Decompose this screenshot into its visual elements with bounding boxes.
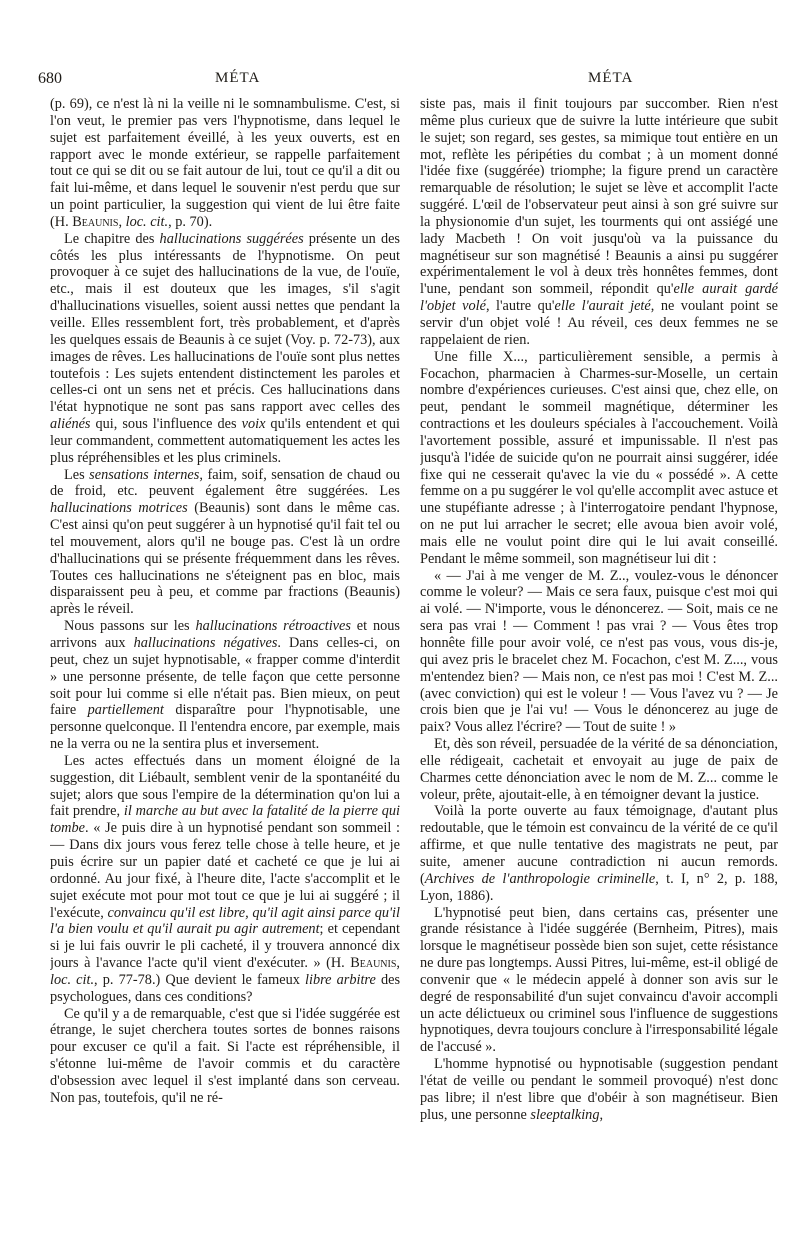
paragraph: Le chapitre des hallucinations suggérées présente un des côtés les plus intéressants de l'hypnotisme. On peut provoquer à ce sujet des hallucinations de la vue, de l'ouïe, etc., mais il est douteux que les images, s'il s'agit d'hallucinations visuelles, soient aussi nettes que pendant la veille. Elles ressemblent fort, très probablement, et d'après les quelques essais de Beaunis à ce sujet (Voy. p. 72-73), aux images de rêves. Les hallucinations de l'ouïe sont plus nettes toutefois : Les sujets entendent distinctement les paroles et celles-ci ont un sens net et précis. Ces hallucinations dans l'état hypnotique ne sont pas sans rapport avec celles des aliénés qui, sous l'influence des voix qu'ils entendent et qui leur commandent, commettent automatiquement les actes les plus répréhensibles et les plus criminels. <box>50 230 400 466</box>
paragraph: Les sensations internes, faim, soif, sensation de chaud ou de froid, etc. peuvent également être suggérées. Les hallucinations motrices (Beaunis) sont dans le même cas. C'est ainsi qu'on peut suggérer à un hypnotisé qu'il fait tel ou tel mouvement, alors qu'il ne bouge pas. C'est là un ordre d'hallucinations qui se présente fréquemment dans les rêves. Toutes ces hallucinations ne s'éteignent pas en bloc, mais disparaissent peu à peu, et comme par fractions (Beaunis) après le réveil. <box>50 466 400 618</box>
paragraph: Voilà la porte ouverte au faux témoignage, d'autant plus redoutable, que le témoin est convaincu de la vérité de ce qu'il affirme, et que nulle tentative des magistrats ne peut, par suite, amener aucune contradiction ni aucun remords. (Archives de l'anthropologie criminelle, t. I, n° 2, p. 188, Lyon, 1886). <box>420 803 778 904</box>
right-column <box>420 96 778 1226</box>
running-head-left: MÉTA <box>215 70 261 86</box>
paragraph: Et, dès son réveil, persuadée de la vérité de sa dénonciation, elle rédigeait, cachetait et envoyait au juge de paix de Charmes cette dénonciation avec le nom de M. Z... comme le voleur, prête, ajoutait-elle, à en témoigner devant la justice. <box>420 736 778 803</box>
paragraph: siste pas, mais il finit toujours par succomber. Rien n'est même plus curieux que de suivre la lutte intérieure que subit le sujet; son regard, ses gestes, sa mimique tout entière en un mot, reflète les péripéties du combat ; à un moment donné l'idée fixe (suggérée) triomphe; la figure prend un caractère remarquable de résolution; le sujet se lève et accomplit l'acte suggéré. L'œil de l'observateur peut ainsi à son gré suivre sur la physionomie d'un sujet, les tourments qui ont assiégé une lady Macbeth ! On voit jusqu'où va la puissance du magnétiseur sur son magnétisé ! Beaunis a ainsi pu suggérer expérimentalement le vol à deux très honnêtes femmes, dont l'une, pendant son sommeil, répondit qu'elle aurait gardé l'objet volé, l'autre qu'elle l'aurait jeté, ne voulant point se servir d'un objet volé ! Au réveil, ces deux femmes ne se rappelaient de rien. <box>420 96 778 348</box>
paragraph: Nous passons sur les hallucinations rétroactives et nous arrivons aux hallucinations négatives. Dans celles-ci, on peut, chez un sujet hypnotisable, « frapper comme d'interdit » une personne présente, de telle façon que cette personne soit pour lui comme si elle n'était pas. Bien mieux, on peut faire partiellement disparaître pour l'hypnotisable, une personne quelconque. Il l'entendra encore, par exemple, mais ne la verra ou ne la sentira plus et inversement. <box>50 618 400 753</box>
paragraph: Ce qu'il y a de remarquable, c'est que si l'idée suggérée est étrange, le sujet cherchera toutes sortes de bonnes raisons pour excuser ce qu'il a fait. Si l'acte est répréhensible, il s'étonne lui-même de l'avoir commis et du caractère d'obsession avec lequel il s'est implanté dans son cerveau. Non pas, toutefois, qu'il ne ré- <box>50 1005 400 1106</box>
page-number: 680 <box>38 70 62 87</box>
running-head-right: MÉTA <box>588 70 634 86</box>
paragraph: L'homme hypnotisé ou hypnotisable (suggestion pendant l'état de veille ou pendant le sommeil provoqué) n'est donc pas libre; il n'est libre que d'obéir à son magnétiseur. Bien plus, une personne sleeptalking, <box>420 1056 778 1123</box>
paragraph: (p. 69), ce n'est là ni la veille ni le somnambulisme. C'est, si l'on veut, le premier pas vers l'hypnotisme, dans lequel le sujet est parfaitement éveillé, à les yeux ouverts, est en rapport avec le monde extérieur, se rappelle parfaitement tout ce qui se dit ou se fait autour de lui, tout ce qu'il a dit ou fait lui-même, et dans lequel le souvenir n'est perdu que sur un point particulier, la suggestion qui vient de lui être faite (H. Beaunis, loc. cit., p. 70). <box>50 96 400 230</box>
paragraph: « — J'ai à me venger de M. Z.., voulez-vous le dénoncer comme le voleur? — Mais ce sera faux, puisque c'est moi qui ai volé. — N'importe, vous le dénoncerez. — Soit, mais ce ne sera pas vrai ! — Comment ! pas vrai ? — Vous êtes trop honnête fille pour avoir volé, ce n'est pas vous, vous dis-je, qui avez pris le bracelet chez M. Focachon, c'est M. Z..., vous m'entendez bien? — Mais non, ce n'est pas moi ! C'est M. Z... (avec conviction) qui est le voleur ! — Vous l'avez vu ? — Je crois bien que je l'ai vu! — Vous le dénoncerez au juge de paix? Vous allez l'écrire? — Tout de suite ! » <box>420 567 778 736</box>
paragraph: Les actes effectués dans un moment éloigné de la suggestion, dit Liébault, semblent venir de la spontanéité du sujet; alors que sous l'empire de la détermination qu'on lui a fait prendre, il marche au but avec la fatalité de la pierre qui tombe. « Je puis dire à un hypnotisé pendant son sommeil : — Dans dix jours vous ferez telle chose à telle heure, et je puis écrire sur un papier daté et cacheté ce que je lui ai ordonné. Au jour fixé, à l'heure dite, l'acte s'accomplit et le sujet exécute mot pour mot tout ce que je lui ai suggéré ; il l'exécute, convaincu qu'il est libre, qu'il agit ainsi parce qu'il l'a bien voulu et qu'il aurait pu agir autrement; et cependant si je lui fais ouvrir le pli cacheté, il y trouvera annoncé dix jours à l'avance l'acte qu'il vient d'exécuter. » (H. Beaunis, loc. cit., p. 77-78.) Que devient le fameux libre arbitre des psychologues, dans ces conditions? <box>50 752 400 1005</box>
paragraph: Une fille X..., particulièrement sensible, a permis à Focachon, pharmacien à Charmes-sur-Moselle, un certain nombre d'expériences curieuses. C'est ainsi que, chez elle, on peut, pendant le sommeil magnétique, déterminer les contractions et les douleurs spéciales à l'accouchement. Voilà l'avortement possible, assuré et impunissable. Il n'est pas jusqu'à l'idée de suicide qu'on ne pourrait ainsi suggérer, idée fixe qui ne cesserait qu'avec la vie du « possédé ». A cette femme on a pu suggérer le vol qu'elle accomplit avec astuce et une stupéfiante adresse ; à l'interrogatoire pendant l'hypnose, on ne put lui arracher le secret; elle avoua bien avoir volé, mais elle ne voulut point dire qui le lui avait conseillé. Pendant le même sommeil, son magnétiseur lui dit : <box>420 348 778 567</box>
page-header <box>0 70 800 90</box>
left-column <box>50 96 400 1226</box>
paragraph: L'hypnotisé peut bien, dans certains cas, présenter une grande résistance à l'idée suggérée (Bernheim, Pitres), mais lorsque le magnétiseur possède bien son sujet, cette résistance ne dure pas longtemps. Aussi Pitres, lui-même, est-il obligé de convenir que « le médecin appelé à donner son avis sur le degré de responsabilité d'un sujet convaincu d'avoir accompli un acte délictueux ou criminel sous l'influence de suggestions hypnotiques, devra toujours conclure à l'irresponsabilité légale de l'accusé ». <box>420 904 778 1056</box>
